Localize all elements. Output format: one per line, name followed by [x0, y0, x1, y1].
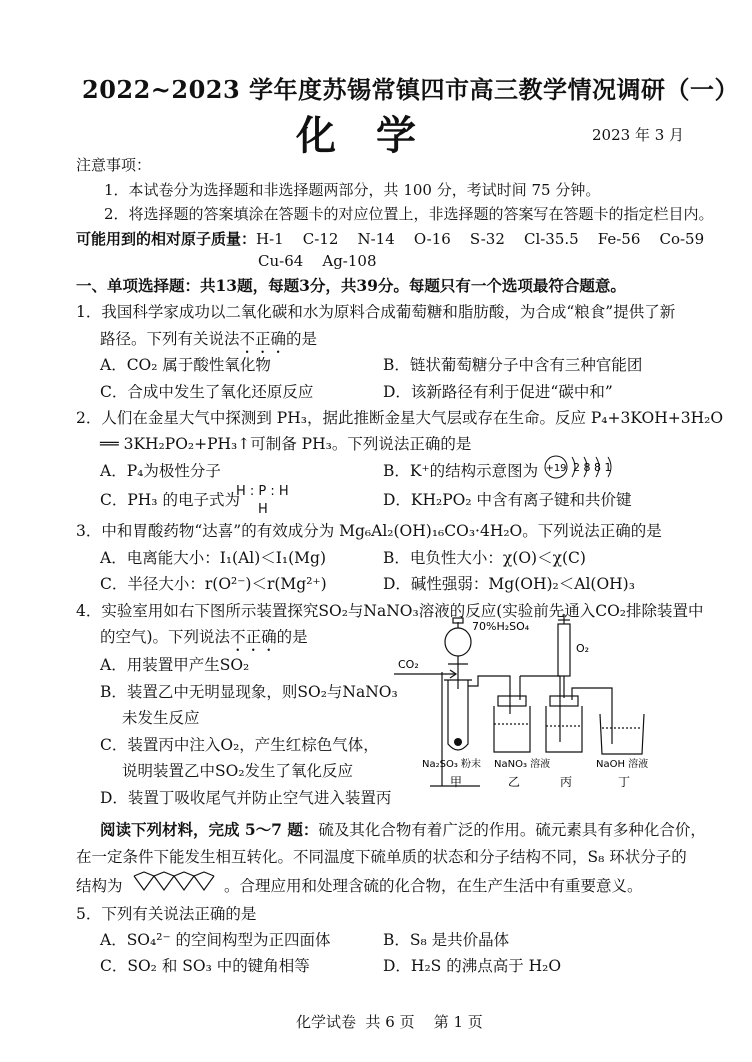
q4-stem-line2	[100, 625, 308, 655]
reading-line3-pre: 结构为	[76, 877, 123, 895]
fig-o2-label: O₂	[576, 642, 590, 655]
note-item-2: 2．将选择题的答案填涂在答题卡的对应位置上，非选择题的答案写在答题卡的指定栏目内。	[104, 205, 714, 223]
q1-option-a: A．CO₂ 属于酸性氧化物	[100, 356, 271, 374]
q3-stem: 3．中和胃酸药物“达喜”的有效成分为 Mg₆Al₂(OH)₁₆CO₃·4H₂O。下列说法正确的是	[76, 522, 662, 540]
q4-option-b-line2: 未发生反应	[122, 709, 200, 727]
fig-jia-label: 甲	[450, 775, 463, 789]
s8-ring-structure	[130, 868, 220, 896]
q1-stem-line1: 1．我国科学家成功以二氧化碳和水为原料合成葡萄糖和脂肪酸，为合成“粮食”提供了新	[76, 303, 676, 321]
k-nucleus-label: +19	[545, 463, 567, 474]
q2-stem-line2: ══ 3KH₂PO₂+PH₃↑可制备 PH₃。下列说法正确的是	[100, 435, 472, 453]
q4-stem-post: 的是	[276, 628, 308, 646]
reading-line1-rest: 硫及其化合物有着广泛的作用。硫元素具有多种化合价，	[318, 821, 706, 839]
fig-nano3-label: NaNO₃ 溶液	[494, 759, 551, 770]
q2-stem-line1: 2．人们在金星大气中探测到 PH₃，据此推断金星大气层或存在生命。反应 P₄+3KOH+3H₂O	[76, 409, 724, 427]
q3-option-d: D．碱性强弱：Mg(OH)₂＜Al(OH)₃	[383, 575, 635, 593]
ph3-electron-formula: H : P : H	[236, 484, 289, 499]
k-ion-structure-diagram	[542, 453, 622, 481]
q5-option-b: B．S₈ 是共价晶体	[383, 931, 510, 949]
q1-option-c: C．合成中发生了氧化还原反应	[100, 383, 314, 401]
notes-heading: 注意事项：	[76, 156, 152, 174]
q4-option-c-line1: C．装置丙中注入O₂，产生红棕色气体，	[100, 736, 379, 754]
q4-stem-pre: 的空气)。下列说法	[100, 628, 231, 646]
q5-option-c: C．SO₂ 和 SO₃ 中的键角相等	[100, 957, 310, 975]
fig-acid-label: 70%H₂SO₄	[472, 620, 530, 633]
q4-option-d: D．装置丁吸收尾气并防止空气进入装置丙	[100, 789, 392, 807]
q2-option-d: D．KH₂PO₂ 中含有离子键和共价键	[383, 491, 632, 509]
fig-yi-label: 乙	[508, 775, 521, 789]
q5-stem: 5．下列有关说法正确的是	[76, 905, 257, 923]
fig-co2-label: CO₂	[398, 658, 419, 671]
q4-stem-line1: 4．实验室用如右下图所示装置探究SO₂与NaNO₃溶液的反应(实验前先通入CO₂排除装置中	[76, 602, 704, 620]
q3-option-a: A．电离能大小：I₁(Al)＜I₁(Mg)	[100, 549, 326, 567]
reading-line2: 在一定条件下能发生相互转化。不同温度下硫单质的状态和分子结构不同，S₈ 环状分子的	[76, 848, 687, 866]
atomic-masses-values-1: H-1 C-12 N-14 O-16 S-32 Cl-35.5 Fe-56 Co-59	[256, 230, 705, 248]
q1-option-d: D．该新路径有利于促进“碳中和”	[383, 383, 613, 401]
q1-option-b: B．链状葡萄糖分子中含有三种官能团	[383, 356, 643, 374]
q4-option-c-line2: 说明装置乙中SO₂发生了氧化反应	[122, 762, 354, 780]
atomic-masses-line1	[76, 228, 704, 249]
q4-option-a: A．用装置甲产生SO₂	[100, 656, 250, 674]
q5-option-a: A．SO₄²⁻ 的空间构型为正四面体	[100, 931, 331, 949]
atomic-masses-values-2: Cu-64 Ag-108	[258, 252, 377, 270]
q3-option-b: B．电负性大小：χ(O)＜χ(C)	[383, 549, 586, 567]
q4-option-b-line1: B．装置乙中无明显现象，则SO₂与NaNO₃	[100, 683, 398, 701]
exam-date: 2023 年 3 月	[592, 126, 685, 144]
ph3-electron-formula-h: H	[258, 502, 268, 517]
page-footer: 化学试卷 共 6 页 第 1 页	[296, 1013, 483, 1031]
fig-bing-label: 丙	[560, 775, 573, 789]
q1-stem-post: 的是	[286, 330, 318, 348]
reading-line1	[100, 818, 706, 840]
q3-option-c: C．半径大小：r(O²⁻)＜r(Mg²⁺)	[100, 575, 327, 593]
q1-emphasis: 不正确	[239, 330, 287, 348]
subject-title: 化学	[296, 112, 456, 159]
reading-line3-post: 。合理应用和处理含硫的化合物，在生产生活中有重要意义。	[224, 877, 643, 895]
q1-stem-pre: 路径。下列有关说法	[100, 330, 240, 348]
fig-ding-label: 丁	[618, 775, 631, 789]
reading-heading: 阅读下列材料，完成 5～7 题：	[100, 820, 319, 839]
q4-emphasis: 不正确	[230, 628, 277, 646]
atomic-masses-label: 可能用到的相对原子质量：	[76, 230, 257, 248]
fig-naoh-label: NaOH 溶液	[596, 759, 649, 770]
k-shells-label: 2 8 8 1	[573, 461, 612, 474]
q2-option-b: B．K⁺的结构示意图为	[383, 462, 539, 480]
na2so3-powder-mark	[454, 738, 462, 746]
fig-na2so3-label: Na₂SO₃ 粉末	[422, 759, 482, 770]
note-item-1: 1．本试卷分为选择题和非选择题两部分，共 100 分，考试时间 75 分钟。	[104, 181, 601, 199]
apparatus-figure	[390, 614, 672, 794]
q2-option-c: C．PH₃ 的电子式为	[100, 491, 240, 509]
q2-option-a: A．P₄为极性分子	[100, 462, 221, 480]
q5-option-d: D．H₂S 的沸点高于 H₂O	[383, 957, 562, 975]
exam-title: 2022~2023 学年度苏锡常镇四市高三教学情况调研（一）	[82, 75, 740, 104]
section-heading: 一、单项选择题：共13题，每题3分，共39分。每题只有一个选项最符合题意。	[76, 276, 626, 295]
